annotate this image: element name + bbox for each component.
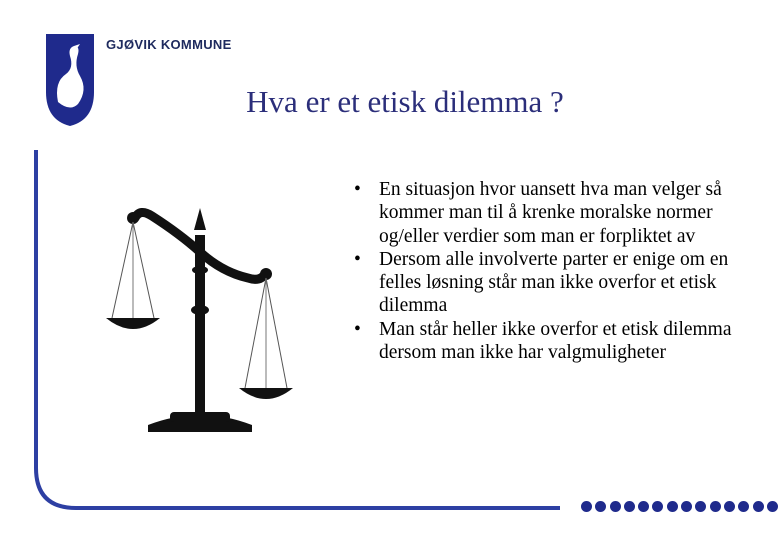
decorative-dot (610, 501, 621, 512)
bullet-item (350, 318, 740, 365)
bullet-text: En situasjon hvor uansett hva man velger så kommer man til å krenke moralske normer og/eller verdier som man er forpliktet av (379, 179, 722, 247)
decorative-dot (710, 501, 721, 512)
bullet-text: Dersom alle involverte parter er enige om en felles løsning står man ikke overfor et etisk dilemma (379, 248, 729, 317)
decorative-dot (695, 501, 706, 512)
decorative-dot (738, 501, 749, 512)
bullet-list (350, 178, 740, 364)
decorative-dot (667, 501, 678, 512)
bullet-item (350, 178, 740, 248)
decorative-dot (767, 501, 778, 512)
bullet-marker: • (354, 248, 361, 270)
decorative-dot (652, 501, 663, 512)
bullet-marker: • (354, 318, 361, 340)
logo-text: GJØVIK KOMMUNE (106, 37, 232, 52)
decorative-dot (581, 501, 592, 512)
decorative-dot (624, 501, 635, 512)
bullet-item (350, 248, 740, 318)
slide-title: Hva er et etisk dilemma ? (246, 84, 564, 119)
bullet-text: Man står heller ikke overfor et etisk dilemma dersom man ikke har valgmuligheter (379, 318, 732, 364)
decorative-dot (724, 501, 735, 512)
decorative-dots (581, 501, 778, 512)
balance-scale-icon (100, 190, 300, 440)
decorative-dot (595, 501, 606, 512)
decorative-dot (638, 501, 649, 512)
balance-scale-image (100, 190, 300, 440)
decorative-dot (681, 501, 692, 512)
bullet-marker: • (354, 179, 361, 200)
decorative-dot (753, 501, 764, 512)
